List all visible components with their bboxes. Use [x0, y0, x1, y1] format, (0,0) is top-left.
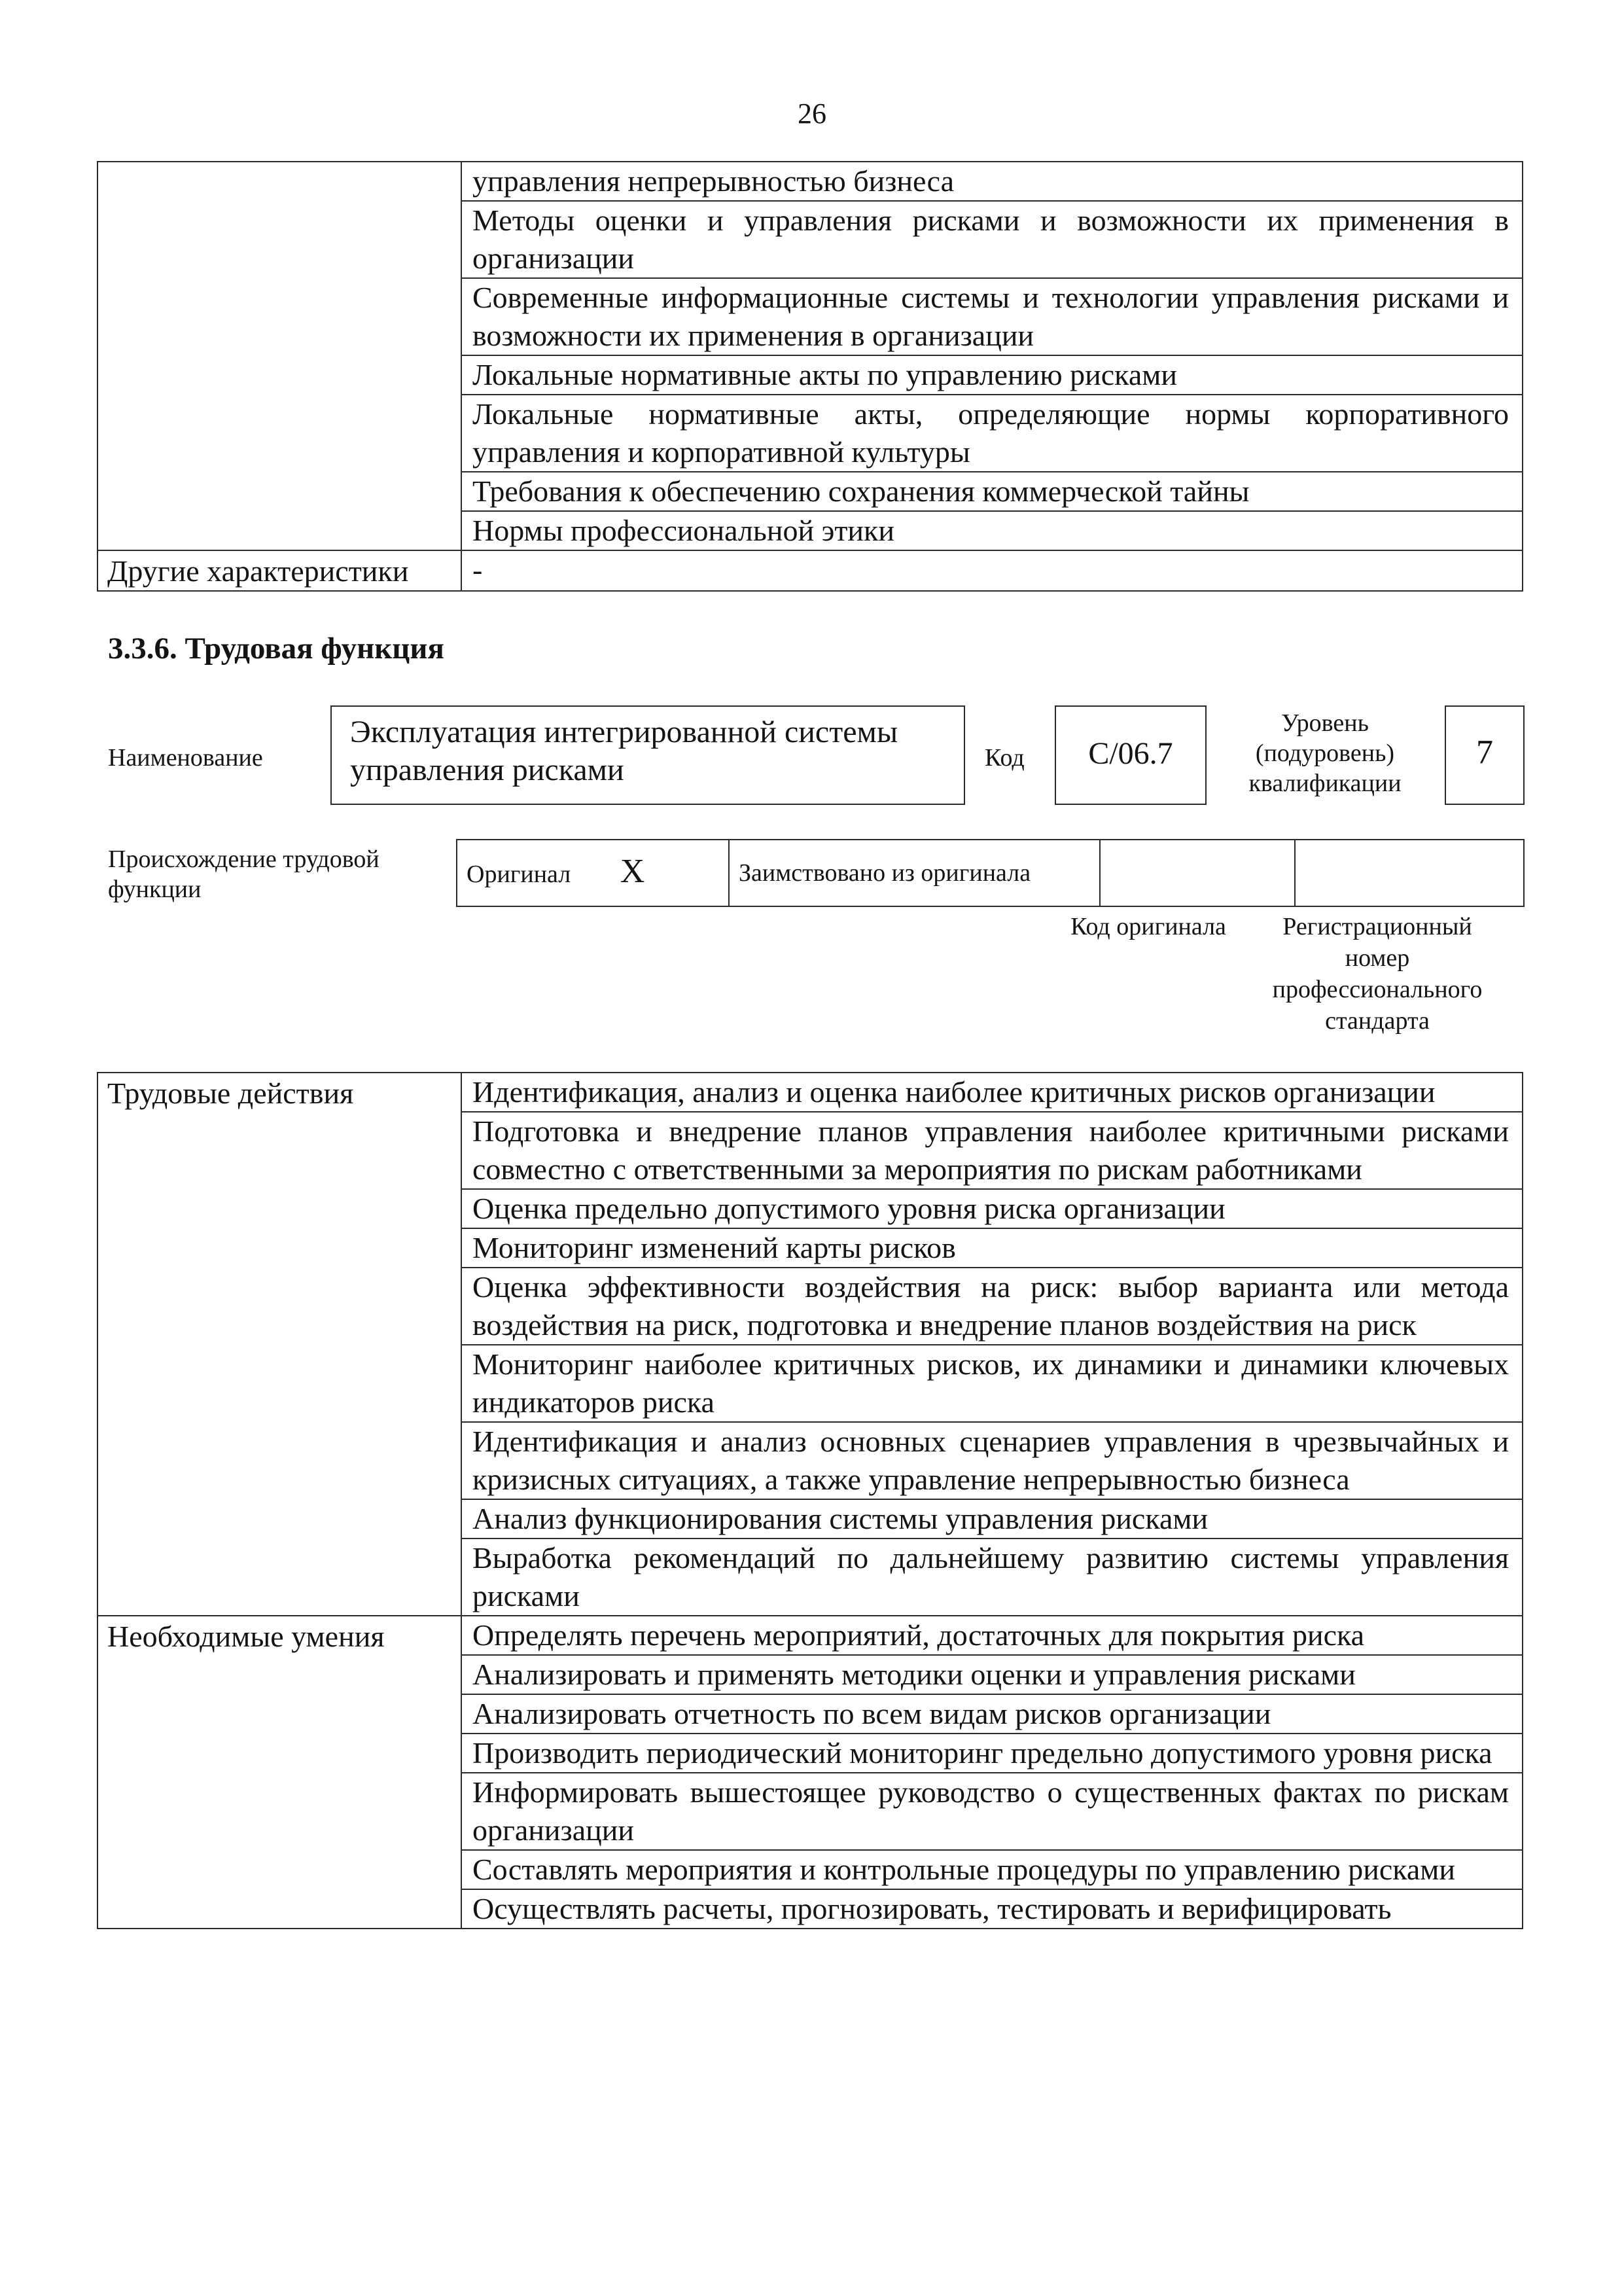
name-value-box: Эксплуатация интегрированной системы управления рисками: [330, 705, 965, 805]
list-item: Локальные нормативные акты по управлению рисками: [461, 355, 1523, 395]
other-characteristics-value: -: [461, 550, 1523, 591]
qualification-level-label: Уровень (подуровень) квалификации: [1248, 709, 1402, 797]
required-skills-label: Необходимые умения: [97, 1616, 461, 1929]
table-row: [97, 162, 1523, 201]
table-row: [97, 1616, 1523, 1655]
list-item: Методы оценки и управления рисками и возможности их применения в организации: [461, 201, 1523, 278]
section-title: 3.3.6. Трудовая функция: [108, 632, 444, 666]
table-row: [457, 840, 1524, 906]
origin-table: [456, 839, 1525, 907]
name-label: Наименование: [108, 744, 263, 772]
list-item: управления непрерывностью бизнеса: [461, 162, 1523, 201]
original-code-caption: Код оригинала: [1070, 913, 1226, 940]
list-item: Мониторинг изменений карты рисков: [461, 1228, 1523, 1268]
list-item: Осуществлять расчеты, прогнозировать, тестировать и верифицировать: [461, 1889, 1523, 1929]
list-item: Оценка эффективности воздействия на риск: выбор варианта или метода воздействия на риск, подготовка и внедрение планов воздействия на риск: [461, 1268, 1523, 1345]
code-label: Код: [985, 744, 1025, 772]
list-item: Идентификация и анализ основных сценариев управления в чрезвычайных и кризисных ситуациях, а также управление непрерывностью бизнеса: [461, 1422, 1523, 1499]
code-value-box: C/06.7: [1055, 705, 1207, 805]
other-characteristics-label: Другие характеристики: [97, 550, 461, 591]
list-item: Идентификация, анализ и оценка наиболее критичных рисков организации: [461, 1073, 1523, 1112]
list-item: Анализировать отчетность по всем видам рисков организации: [461, 1694, 1523, 1734]
registration-number-cell: [1295, 840, 1524, 906]
list-item: Анализ функционирования системы управления рисками: [461, 1499, 1523, 1539]
list-item: Информировать вышестоящее руководство о существенных фактах по рискам организации: [461, 1773, 1523, 1850]
list-item: Требования к обеспечению сохранения коммерческой тайны: [461, 472, 1523, 511]
original-mark: X: [620, 853, 645, 890]
list-item: Современные информационные системы и технологии управления рисками и возможности их применения в организации: [461, 278, 1523, 355]
labor-actions-label: Трудовые действия: [97, 1073, 461, 1616]
table-row: [97, 550, 1523, 591]
list-item: Производить периодический мониторинг предельно допустимого уровня риска: [461, 1734, 1523, 1773]
empty-header-cell: [97, 162, 461, 550]
original-cell: [457, 840, 729, 906]
qualification-level-box: 7: [1445, 705, 1525, 805]
list-item: Оценка предельно допустимого уровня риска организации: [461, 1189, 1523, 1228]
function-table: [97, 1072, 1523, 1929]
origin-label: Происхождение трудовой функции: [108, 845, 380, 903]
list-item: Локальные нормативные акты, определяющие нормы корпоративного управления и корпоративной культуры: [461, 395, 1523, 472]
list-item: Составлять мероприятия и контрольные процедуры по управлению рисками: [461, 1850, 1523, 1889]
list-item: Подготовка и внедрение планов управления наиболее критичными рисками совместно с ответственными за мероприятия по рискам работниками: [461, 1112, 1523, 1189]
borrowed-cell: Заимствовано из оригинала: [729, 840, 1100, 906]
page-number: 26: [798, 98, 826, 130]
list-item: Мониторинг наиболее критичных рисков, их динамики и динамики ключевых индикаторов риска: [461, 1345, 1523, 1422]
list-item: Нормы профессиональной этики: [461, 511, 1523, 550]
list-item: Определять перечень мероприятий, достаточных для покрытия риска: [461, 1616, 1523, 1655]
continuation-table: [97, 161, 1523, 592]
list-item: Выработка рекомендаций по дальнейшему развитию системы управления рисками: [461, 1539, 1523, 1616]
table-row: [97, 1073, 1523, 1112]
registration-number-caption: Регистрационный номер профессионального стандарта: [1272, 913, 1483, 1035]
original-code-cell: [1100, 840, 1295, 906]
original-label: Оригинал: [467, 861, 571, 888]
list-item: Анализировать и применять методики оценки и управления рисками: [461, 1655, 1523, 1694]
